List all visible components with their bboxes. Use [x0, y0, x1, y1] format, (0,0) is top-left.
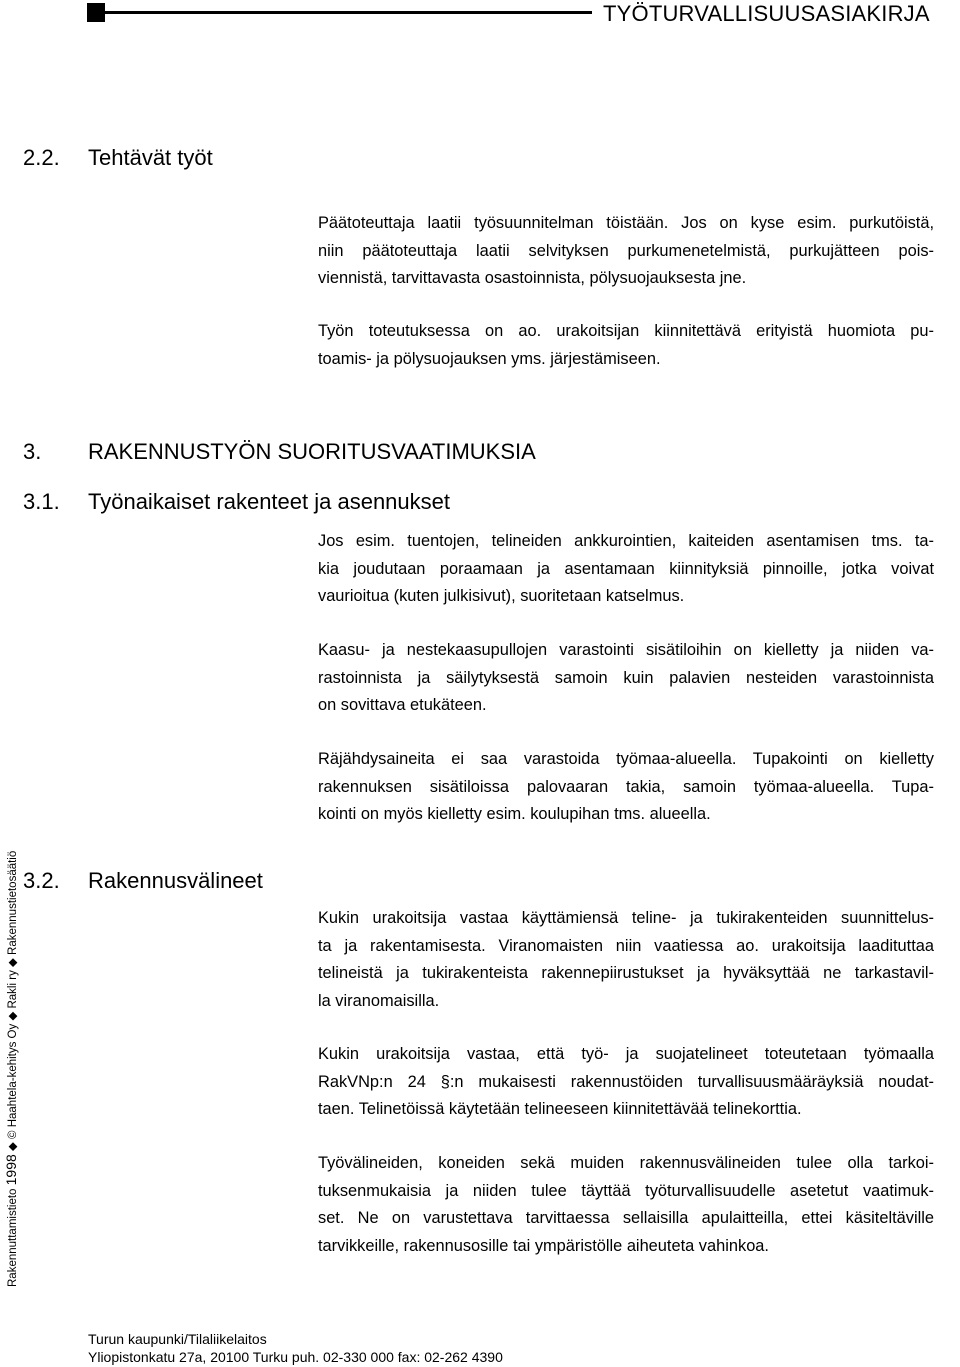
paragraph-implementation — [318, 318, 934, 373]
document-title: TYÖTURVALLISUUSASIAKIRJA — [603, 1, 930, 26]
section-title: RAKENNUSTYÖN SUORITUSVAATIMUKSIA — [88, 439, 536, 464]
section-title: Rakennusvälineet — [88, 868, 263, 893]
text-line: tuksenmukaisia ja niiden tulee täyttää työturvallisuudelle asetetut vaatimuk- — [318, 1181, 934, 1200]
text-line: rakennuksen sisätiloissa palovaaran takia, samoin työmaa-alueella. Tupa- — [318, 777, 934, 796]
text-line: Jos esim. tuentojen, telineiden ankkurointien, kaiteiden asentamisen tms. ta- — [318, 532, 934, 550]
text-line: Työn toteutuksessa on ao. urakoitsijan kiinnitettävä erityistä huomiota pu- — [318, 322, 934, 340]
header-square-mark — [87, 3, 105, 22]
text-line: Työvälineiden, koneiden sekä muiden rakennusvälineiden tulee olla tarkoi- — [318, 1154, 934, 1172]
sidebar-year: 1998 — [3, 1154, 19, 1186]
text-line: rastoinnista ja säilytyksestä samoin kuin palavien nesteiden varastoinnista — [318, 668, 934, 687]
paragraph-work-plan — [318, 210, 934, 293]
section-number: 3.1. — [23, 489, 60, 514]
text-line: tarvikkeille, rakennusosille tai ympäristölle aiheuteta vahinkoa. — [318, 1236, 769, 1255]
sidebar-text: Rakennuttamistieto — [7, 1185, 19, 1287]
footer-organization: Turun kaupunki/Tilaliikelaitos — [88, 1331, 267, 1347]
section-number: 3.2. — [23, 868, 60, 893]
paragraph-equipment — [318, 1150, 934, 1260]
text-line: niin päätoteuttaja laatii selvityksen purkumenetelmistä, purkujätteen pois- — [318, 241, 934, 260]
text-line: on sovittava etukäteen. — [318, 696, 487, 714]
paragraph-inspection — [318, 528, 934, 611]
paragraph-gas-storage — [318, 637, 934, 720]
section-title: Työnaikaiset rakenteet ja asennukset — [88, 489, 451, 514]
text-line: kointi on myös kielletty esim. koulupihan tms. alueella. — [318, 805, 711, 823]
text-line: la viranomaisilla. — [318, 991, 440, 1010]
text-line: Päätoteuttaja laatii työsuunnitelman töistään. Jos on kyse esim. purkutöistä, — [318, 214, 934, 232]
section-number: 3. — [23, 439, 42, 464]
text-line: kia joudutaan poraamaan ja asentamaan kiinnityksiä pinnoille, jotka voivat — [318, 559, 934, 578]
header-rule — [105, 11, 592, 14]
text-line: set. Ne on varustettava tarvittaessa sellaisilla apulaitteilla, ettei käsiteltäville — [318, 1209, 934, 1227]
text-line: vaurioitua (kuten julkisivut), suoritetaan katselmus. — [318, 587, 685, 605]
text-line: telineistä ja tukirakenteista rakennepiirustukset ja hyväksyttää ne tarkastavil- — [318, 964, 934, 982]
paragraph-explosives-smoking — [318, 746, 934, 829]
text-line: toamis- ja pölysuojauksen yms. järjestämiseen. — [318, 349, 661, 368]
text-line: viennistä, tarvittavasta osastoinnista, pölysuojauksesta jne. — [318, 269, 747, 287]
section-title: Tehtävät työt — [88, 145, 213, 170]
sidebar-text: ◆ © Haahtela-kehitys Oy ◆ Rakli ry ◆ Rakennustietosäätiö — [7, 850, 19, 1155]
paragraph-scaffold-safety — [318, 1041, 934, 1124]
copyright-sidebar — [3, 850, 19, 1287]
text-line: Räjähdysaineita ei saa varastoida työmaa-alueella. Tupakointi on kielletty — [318, 750, 934, 768]
text-line: Kukin urakoitsija vastaa käyttämiensä teline- ja tukirakenteiden suunnittelus- — [318, 909, 934, 927]
text-line: Kaasu- ja nestekaasupullojen varastointi sisätiloihin on kielletty ja niiden va- — [318, 641, 934, 659]
text-line: taen. Telinetöissä käytetään telineeseen kiinnitettävää telinekorttia. — [318, 1100, 802, 1118]
section-number: 2.2. — [23, 145, 60, 170]
text-line: Kukin urakoitsija vastaa, että työ- ja suojatelineet toteutetaan työmaalla — [318, 1045, 934, 1063]
paragraph-scaffold-design — [318, 905, 934, 1015]
text-line: ta ja rakentamisesta. Viranomaisten niin vaatiessa ao. urakoitsija laadituttaa — [318, 936, 934, 955]
text-line: RakVNp:n 24 §:n mukaisesti rakennustöiden turvallisuusmääräyksiä noudat- — [318, 1072, 934, 1091]
footer-address: Yliopistonkatu 27a, 20100 Turku puh. 02-330 000 fax: 02-262 4390 — [88, 1349, 503, 1365]
